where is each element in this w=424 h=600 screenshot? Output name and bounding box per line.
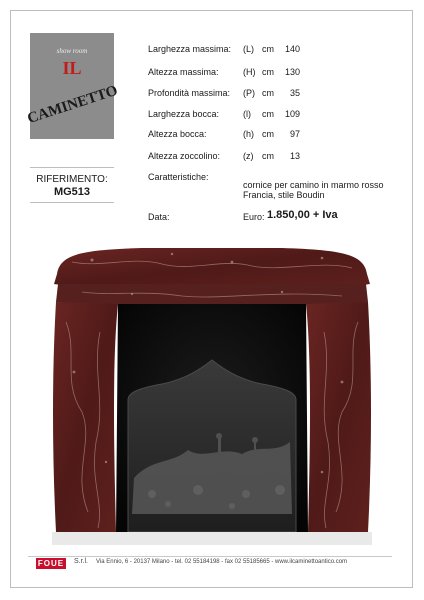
reference-label: RIFERIMENTO: <box>36 174 108 185</box>
left-jamb <box>53 302 118 532</box>
logo-wordmark <box>25 73 120 133</box>
spec-unit: cm <box>262 129 274 139</box>
logo-name: CAMINETTO <box>25 82 120 128</box>
logo-tagline: show room <box>56 47 88 55</box>
spec-label: Profondità massima: <box>148 88 231 98</box>
spec-abbr: (h) <box>243 129 254 139</box>
floor <box>52 532 372 545</box>
spec-value: 13 <box>289 151 300 161</box>
spec-unit: cm <box>262 151 274 161</box>
footer-brand-logo: FOUE <box>37 559 65 568</box>
price-value: 1.850,00 + Iva <box>267 209 338 221</box>
spec-abbr: (H) <box>243 67 256 77</box>
spec-label: Altezza zoccolino: <box>148 151 221 161</box>
characteristics-text: cornice per camino in marmo rosso Francia, stile Boudin <box>243 180 384 200</box>
spec-abbr: (P) <box>243 88 255 98</box>
spec-label: Larghezza bocca: <box>148 109 220 119</box>
reference-bottom-rule <box>30 202 114 203</box>
mantel-shelf <box>54 248 370 287</box>
footer-address: Via Ennio, 6 - 20137 Milano - tel. 02 55184198 - fax 02 55185665 - www.ilcaminettoantico.com <box>96 559 348 565</box>
spec-value: 35 <box>289 88 300 98</box>
spec-value: 140 <box>284 44 300 54</box>
spec-value: 97 <box>289 129 300 139</box>
price-currency: Euro: <box>243 212 265 222</box>
spec-unit: cm <box>262 67 274 77</box>
spec-label: Larghezza massima: <box>148 44 232 54</box>
footer-srl: S.r.l. <box>74 558 89 565</box>
reference-top-rule <box>30 167 114 168</box>
logo-article: IL <box>62 58 82 78</box>
spec-unit: cm <box>262 44 274 54</box>
fireplace-image <box>22 232 402 545</box>
characteristics-label: Caratteristiche: <box>148 172 209 182</box>
product-photo <box>22 232 402 545</box>
spec-label: Altezza bocca: <box>148 129 207 139</box>
spec-abbr: (l) <box>243 109 251 119</box>
spec-abbr: (L) <box>243 44 254 54</box>
spec-label: Altezza massima: <box>148 67 219 77</box>
spec-unit: cm <box>262 88 274 98</box>
company-logo <box>25 33 120 139</box>
spec-abbr: (z) <box>243 151 254 161</box>
spec-unit: cm <box>262 109 274 119</box>
right-jamb <box>306 302 371 532</box>
date-label: Data: <box>148 212 170 222</box>
reference-code: MG513 <box>53 186 91 198</box>
footer-rule <box>28 556 392 557</box>
spec-value: 130 <box>284 67 300 77</box>
spec-value: 109 <box>284 109 300 119</box>
